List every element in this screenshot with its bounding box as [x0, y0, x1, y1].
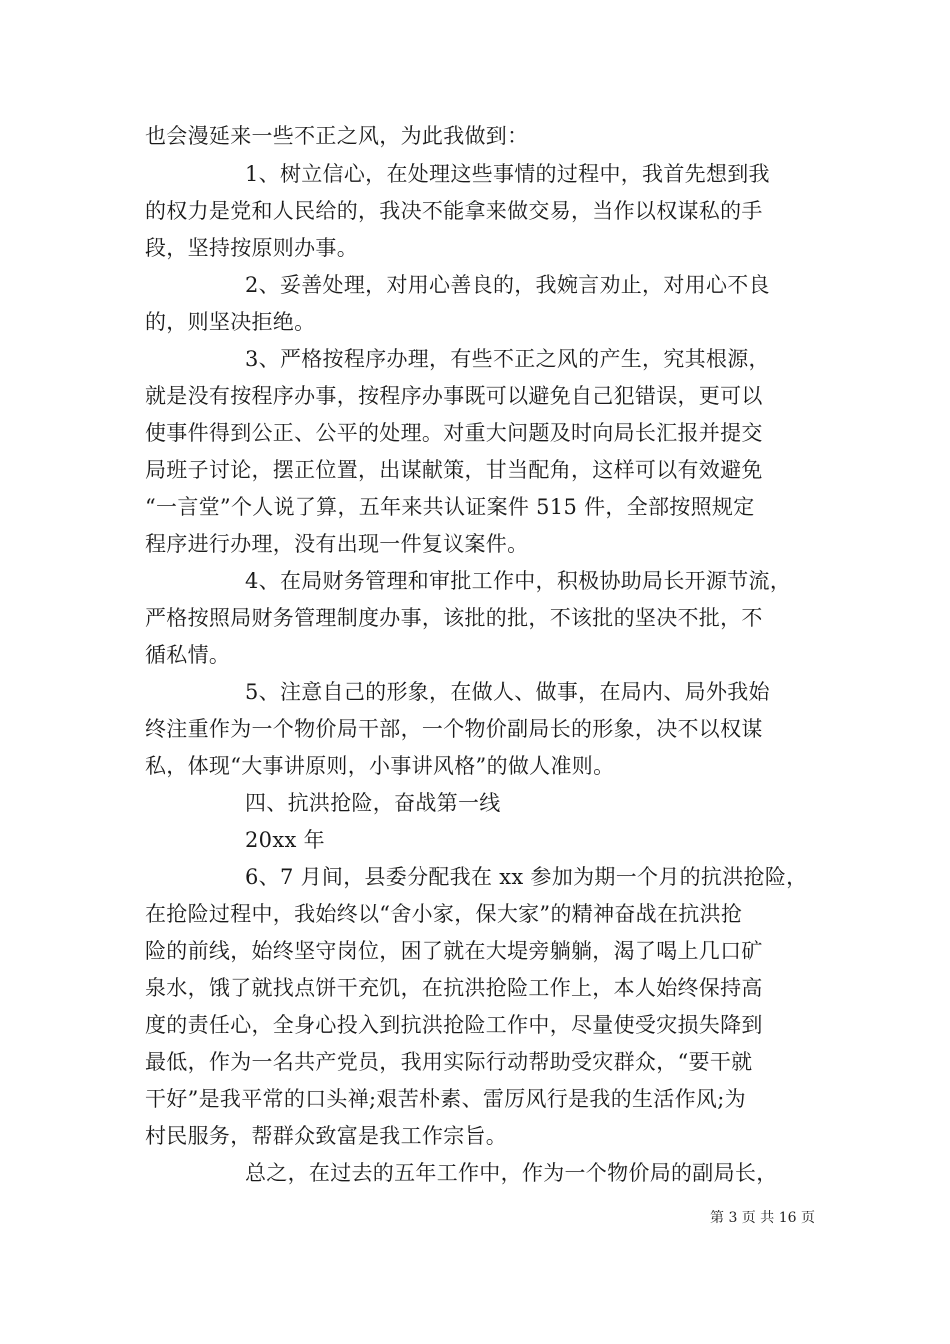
text-line: 3、严格按程序办理，有些不正之风的产生，究其根源， [245, 347, 770, 371]
text-line: 使事件得到公正、公平的处理。对重大问题及时向局长汇报并提交 [145, 421, 763, 445]
text-line: 6、7 月间，县委分配我在 xx 参加为期一个月的抗洪抢险， [245, 865, 808, 889]
text-line: 5、注意自己的形象，在做人、做事，在局内、局外我始 [245, 680, 770, 704]
text-line: 险的前线，始终坚守岗位，困了就在大堤旁躺躺，渴了喝上几口矿 [145, 939, 763, 963]
text-line: 也会漫延来一些不正之风，为此我做到： [145, 124, 529, 148]
text-line: 度的责任心，全身心投入到抗洪抢险工作中，尽量使受灾损失降到 [145, 1013, 763, 1037]
text-line: 泉水，饿了就找点饼干充饥，在抗洪抢险工作上，本人始终保持高 [145, 976, 763, 1000]
text-line: 私，体现“大事讲原则，小事讲风格”的做人准则。 [145, 754, 615, 778]
text-line: 最低，作为一名共产党员，我用实际行动帮助受灾群众，“要干就 [145, 1050, 753, 1074]
text-line: 局班子讨论，摆正位置，出谋献策，甘当配角，这样可以有效避免 [145, 458, 763, 482]
text-line: 总之，在过去的五年工作中，作为一个物价局的副局长， [245, 1161, 778, 1185]
text-line: 段，坚持按原则办事。 [145, 236, 358, 260]
text-line: 严格按照局财务管理制度办事，该批的批，不该批的坚决不批，不 [145, 606, 763, 630]
text-line: 干好”是我平常的口头禅;艰苦朴素、雷厉风行是我的生活作风;为 [145, 1087, 746, 1111]
text-line: 终注重作为一个物价局干部，一个物价副局长的形象，决不以权谋 [145, 717, 763, 741]
text-line: 1、树立信心，在处理这些事情的过程中，我首先想到我 [245, 162, 770, 186]
text-line: 在抢险过程中，我始终以“舍小家，保大家”的精神奋战在抗洪抢 [145, 902, 743, 926]
text-line: “一言堂”个人说了算，五年来共认证案件 515 件，全部按照规定 [145, 495, 755, 519]
text-line: 循私情。 [145, 643, 231, 667]
text-line: 的权力是党和人民给的，我决不能拿来做交易，当作以权谋私的手 [145, 199, 763, 223]
text-line: 村民服务，帮群众致富是我工作宗旨。 [145, 1124, 508, 1148]
page-number: 第 3 页 共 16 页 [710, 1210, 815, 1226]
text-line: 程序进行办理，没有出现一件复议案件。 [145, 532, 529, 556]
text-line: 的，则坚决拒绝。 [145, 310, 316, 334]
text-line: 就是没有按程序办事，按程序办事既可以避免自己犯错误，更可以 [145, 384, 763, 408]
text-line: 20xx 年 [245, 828, 325, 852]
section-heading: 四、抗洪抢险，奋战第一线 [245, 791, 501, 815]
text-line: 2、妥善处理，对用心善良的，我婉言劝止，对用心不良 [245, 273, 770, 297]
text-line: 4、在局财务管理和审批工作中，积极协助局长开源节流， [245, 569, 792, 593]
